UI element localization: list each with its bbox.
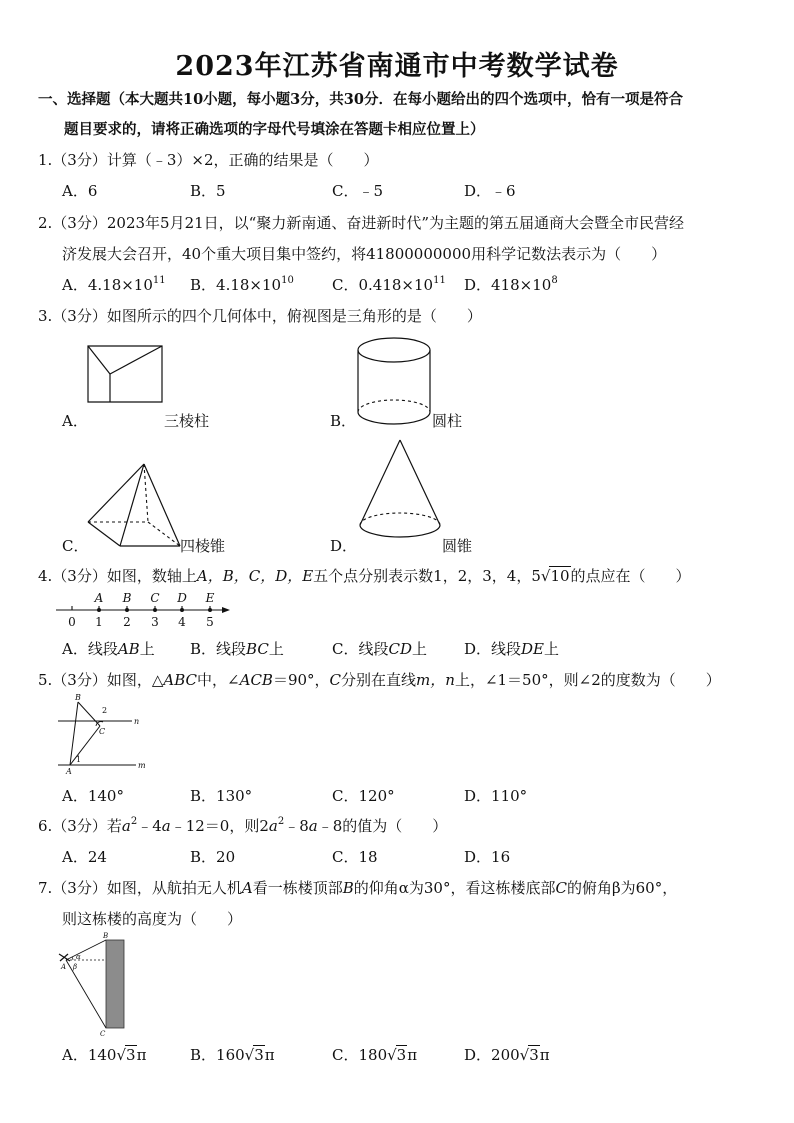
drone-building-figure: [52, 930, 132, 1038]
q4-option-a[interactable]: A．线段AB上: [62, 640, 155, 658]
q5-option-a[interactable]: A．140°: [62, 787, 124, 805]
q1-option-d[interactable]: D．﹣6: [464, 182, 516, 200]
section-heading-line1: 一、选择题（本大题共10小题，每小题3分，共30分．在每小题给出的四个选项中，恰有一项是符合: [38, 91, 683, 108]
axis-number-1: 1: [95, 615, 103, 629]
q6-option-d[interactable]: D．16: [464, 848, 511, 866]
question-5-stem: 5.（3分）如图，△ABC中，∠ACB＝90°，C分别在直线m，n上，∠1＝50°，则∠2的度数为（ ）: [38, 671, 721, 689]
triangle-parallel-lines-figure: [56, 692, 146, 778]
axis-letter-c: C: [150, 591, 160, 605]
q3-caption-pyramid: 四棱锥: [180, 537, 226, 555]
axis-number-4: 4: [178, 615, 186, 629]
q4-option-d[interactable]: D．线段DE上: [464, 640, 560, 658]
fig5-label-m: m: [138, 761, 146, 770]
q3-option-a[interactable]: A．: [62, 412, 88, 430]
q7-option-b[interactable]: B．160√3π: [190, 1046, 275, 1064]
cone-figure: [358, 437, 444, 552]
q5-option-c[interactable]: C．120°: [332, 787, 395, 805]
q3-caption-cylinder: 圆柱: [432, 412, 463, 430]
question-7-stem-line2: 则这栋楼的高度为（ ）: [62, 910, 243, 928]
fig7-label-a: A: [61, 963, 67, 971]
q7-option-c[interactable]: C．180√3π: [332, 1046, 418, 1064]
q3-option-d[interactable]: D．: [330, 537, 358, 555]
q3-caption-cone: 圆锥: [442, 537, 473, 555]
number-line-figure: [54, 588, 234, 630]
axis-number-5: 5: [206, 615, 214, 629]
fig7-label-c: C: [100, 1030, 106, 1038]
fig7-label-beta: β: [73, 963, 78, 971]
fig7-label-b: B: [103, 932, 109, 940]
cylinder-figure: [356, 336, 436, 426]
question-7-stem-line1: 7.（3分）如图，从航拍无人机A看一栋楼顶部B的仰角α为30°，看这栋楼底部C的俯角β为60°，: [38, 879, 678, 897]
q1-option-a[interactable]: A．6: [62, 182, 98, 200]
axis-letter-d: D: [177, 591, 187, 605]
q7-option-d[interactable]: D．200√3π: [464, 1046, 550, 1064]
axis-number-2: 2: [123, 615, 131, 629]
fig7-label-alpha: α: [76, 953, 81, 961]
q4-option-b[interactable]: B．线段BC上: [190, 640, 284, 658]
question-2-stem-line1: 2.（3分）2023年5月21日，以“聚力新南通、奋进新时代”为主题的第五届通商大会暨全市民营经: [38, 214, 684, 232]
fig5-label-1: 1: [76, 755, 82, 764]
q5-option-b[interactable]: B．130°: [190, 787, 253, 805]
q2-option-d[interactable]: D．$418\times 10^8$: [464, 275, 558, 294]
triangular-prism-figure: [80, 340, 170, 410]
fig5-label-c: C: [99, 727, 106, 736]
question-3-stem: 3.（3分）如图所示的四个几何体中，俯视图是三角形的是（ ）: [38, 307, 482, 325]
square-pyramid-figure: [84, 460, 194, 552]
q5-option-d[interactable]: D．110°: [464, 787, 528, 805]
q3-caption-prism: 三棱柱: [164, 412, 210, 430]
question-6-stem: 6.（3分）若$a^2﹣4a﹣12=0$，则$2a^2﹣8a﹣8$的值为（ ）: [38, 816, 448, 835]
section-heading-line2: 题目要求的，请将正确选项的字母代号填涂在答题卡相应位置上）: [64, 121, 485, 138]
q4-option-c[interactable]: C．线段CD上: [332, 640, 428, 658]
axis-letter-a: A: [94, 591, 104, 605]
question-1-stem: 1.（3分）计算（﹣3）×2，正确的结果是（ ）: [38, 151, 379, 169]
q6-option-a[interactable]: A．24: [62, 848, 107, 866]
q6-option-c[interactable]: C．18: [332, 848, 378, 866]
q6-option-b[interactable]: B．20: [190, 848, 236, 866]
q1-option-b[interactable]: B．5: [190, 182, 226, 200]
q2-option-c[interactable]: C．$0.418\times 10^{11}$: [332, 275, 446, 294]
q3-option-c[interactable]: C．: [62, 537, 89, 555]
question-2-stem-line2: 济发展大会召开，40个重大项目集中签约，将41800000000用科学记数法表示为（ ）: [62, 245, 667, 263]
axis-number-3: 3: [151, 615, 159, 629]
q3-option-b[interactable]: B．: [330, 412, 357, 430]
q7-option-a[interactable]: A．140√3π: [62, 1046, 147, 1064]
question-4-stem: 4.（3分）如图，数轴上A，B，C，D，E五个点分别表示数1，2，3，4，5√10的点应在（ ）: [38, 567, 691, 585]
axis-number-0: 0: [68, 615, 76, 629]
fig5-label-2: 2: [102, 706, 108, 715]
axis-letter-e: E: [205, 591, 215, 605]
q2-option-b[interactable]: B．$4.18\times 10^{10}$: [190, 275, 294, 294]
q2-option-a[interactable]: A．$4.18\times 10^{11}$: [62, 275, 166, 294]
fig5-label-b: B: [75, 693, 81, 702]
fig5-label-n: n: [134, 717, 140, 726]
fig5-label-a: A: [66, 767, 72, 776]
page-title: 2023年江苏省南通市中考数学试卷: [175, 51, 619, 82]
q1-option-c[interactable]: C．﹣5: [332, 182, 384, 200]
axis-letter-b: B: [122, 591, 132, 605]
